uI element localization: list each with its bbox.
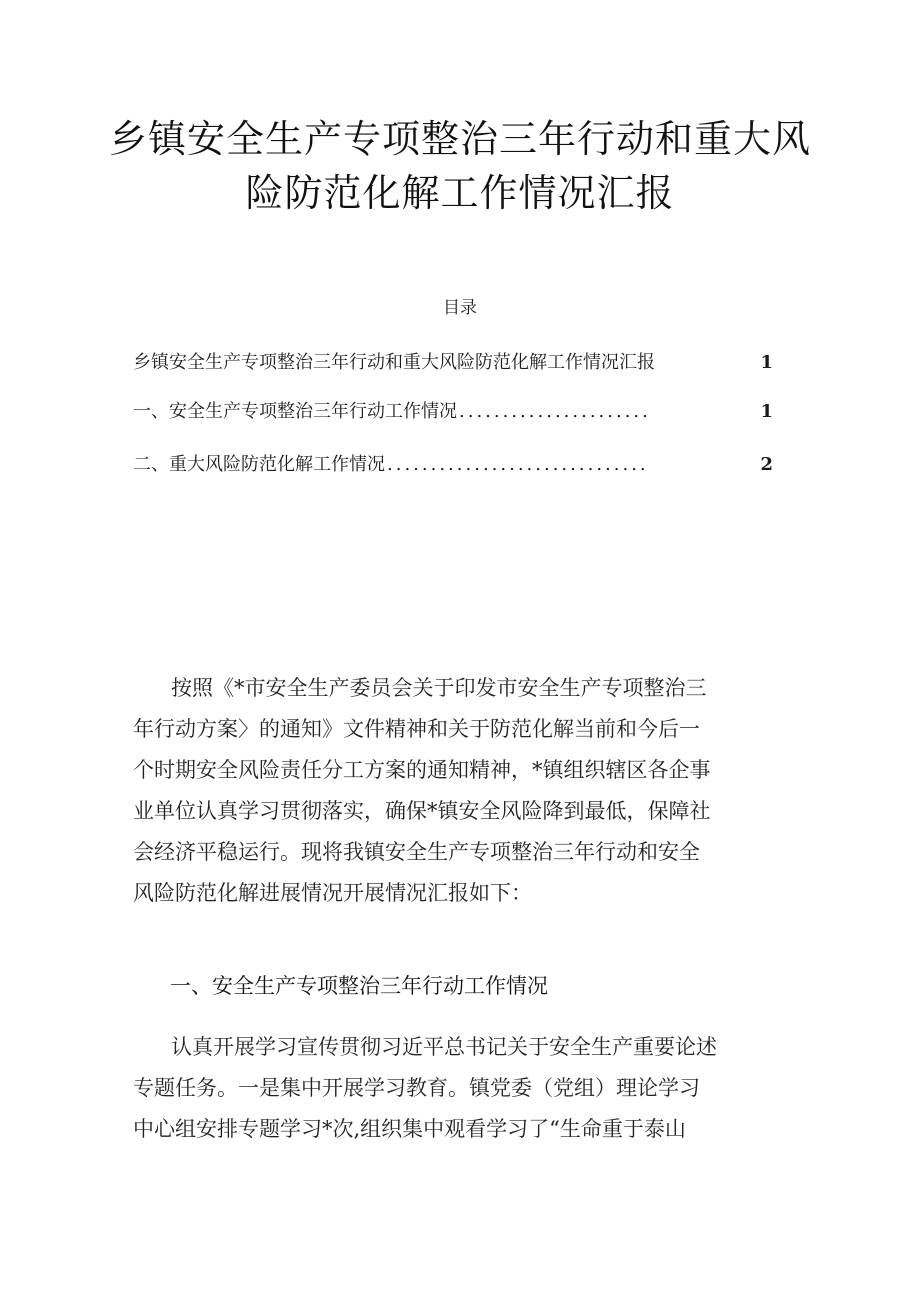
paragraph-line: 风险防范化解进展情况开展情况汇报如下： xyxy=(133,881,532,905)
toc-entry[interactable] xyxy=(133,399,773,425)
toc-entry-page: 1 xyxy=(760,352,773,373)
paragraph-line: 专题任务。一是集中开展学习教育。镇党委（党组）理论学习 xyxy=(133,1076,700,1100)
toc-entry-text: 乡镇安全生产专项整治三年行动和重大风险防范化解工作情况汇报 xyxy=(133,352,655,373)
document-title xyxy=(0,112,920,220)
toc-entry[interactable] xyxy=(133,350,773,376)
toc-entry-leader: .............................. xyxy=(387,454,649,475)
paragraph-line: 中心组安排专题学习*次,组织集中观看学习了“生命重于泰山 xyxy=(133,1117,686,1141)
section-paragraph xyxy=(133,1027,773,1150)
paragraph-line: 会经济平稳运行。现将我镇安全生产专项整治三年行动和安全 xyxy=(133,840,700,864)
toc-entry-text: 一、安全生产专项整治三年行动工作情况 xyxy=(133,401,457,422)
toc-entry-page: 2 xyxy=(760,454,773,475)
paragraph-line: 认真开展学习宣传贯彻习近平总书记关于安全生产重要论述 xyxy=(171,1035,717,1059)
title-line-2: 险防范化解工作情况汇报 xyxy=(245,171,675,215)
paragraph-line: 业单位认真学习贯彻落实，确保*镇安全风险降到最低，保障社 xyxy=(133,799,711,823)
toc-heading: 目录 xyxy=(443,298,477,318)
paragraph-line: 年行动方案〉的通知》文件精神和关于防范化解当前和今后一 xyxy=(133,717,700,741)
paragraph-line: 个时期安全风险责任分工方案的通知精神，*镇组织辖区各企事 xyxy=(133,758,711,782)
intro-paragraph xyxy=(133,668,773,914)
section-heading: 一、安全生产专项整治三年行动工作情况 xyxy=(170,974,548,998)
paragraph-line: 按照《*市安全生产委员会关于印发市安全生产专项整治三 xyxy=(171,676,707,700)
title-line-1: 乡镇安全生产专项整治三年行动和重大风 xyxy=(108,117,811,161)
toc-entry-leader: ...................... xyxy=(459,401,651,422)
toc-entry-text: 二、重大风险防范化解工作情况 xyxy=(133,454,385,475)
toc-entry[interactable] xyxy=(133,452,773,478)
toc-entry-page: 1 xyxy=(760,401,773,422)
